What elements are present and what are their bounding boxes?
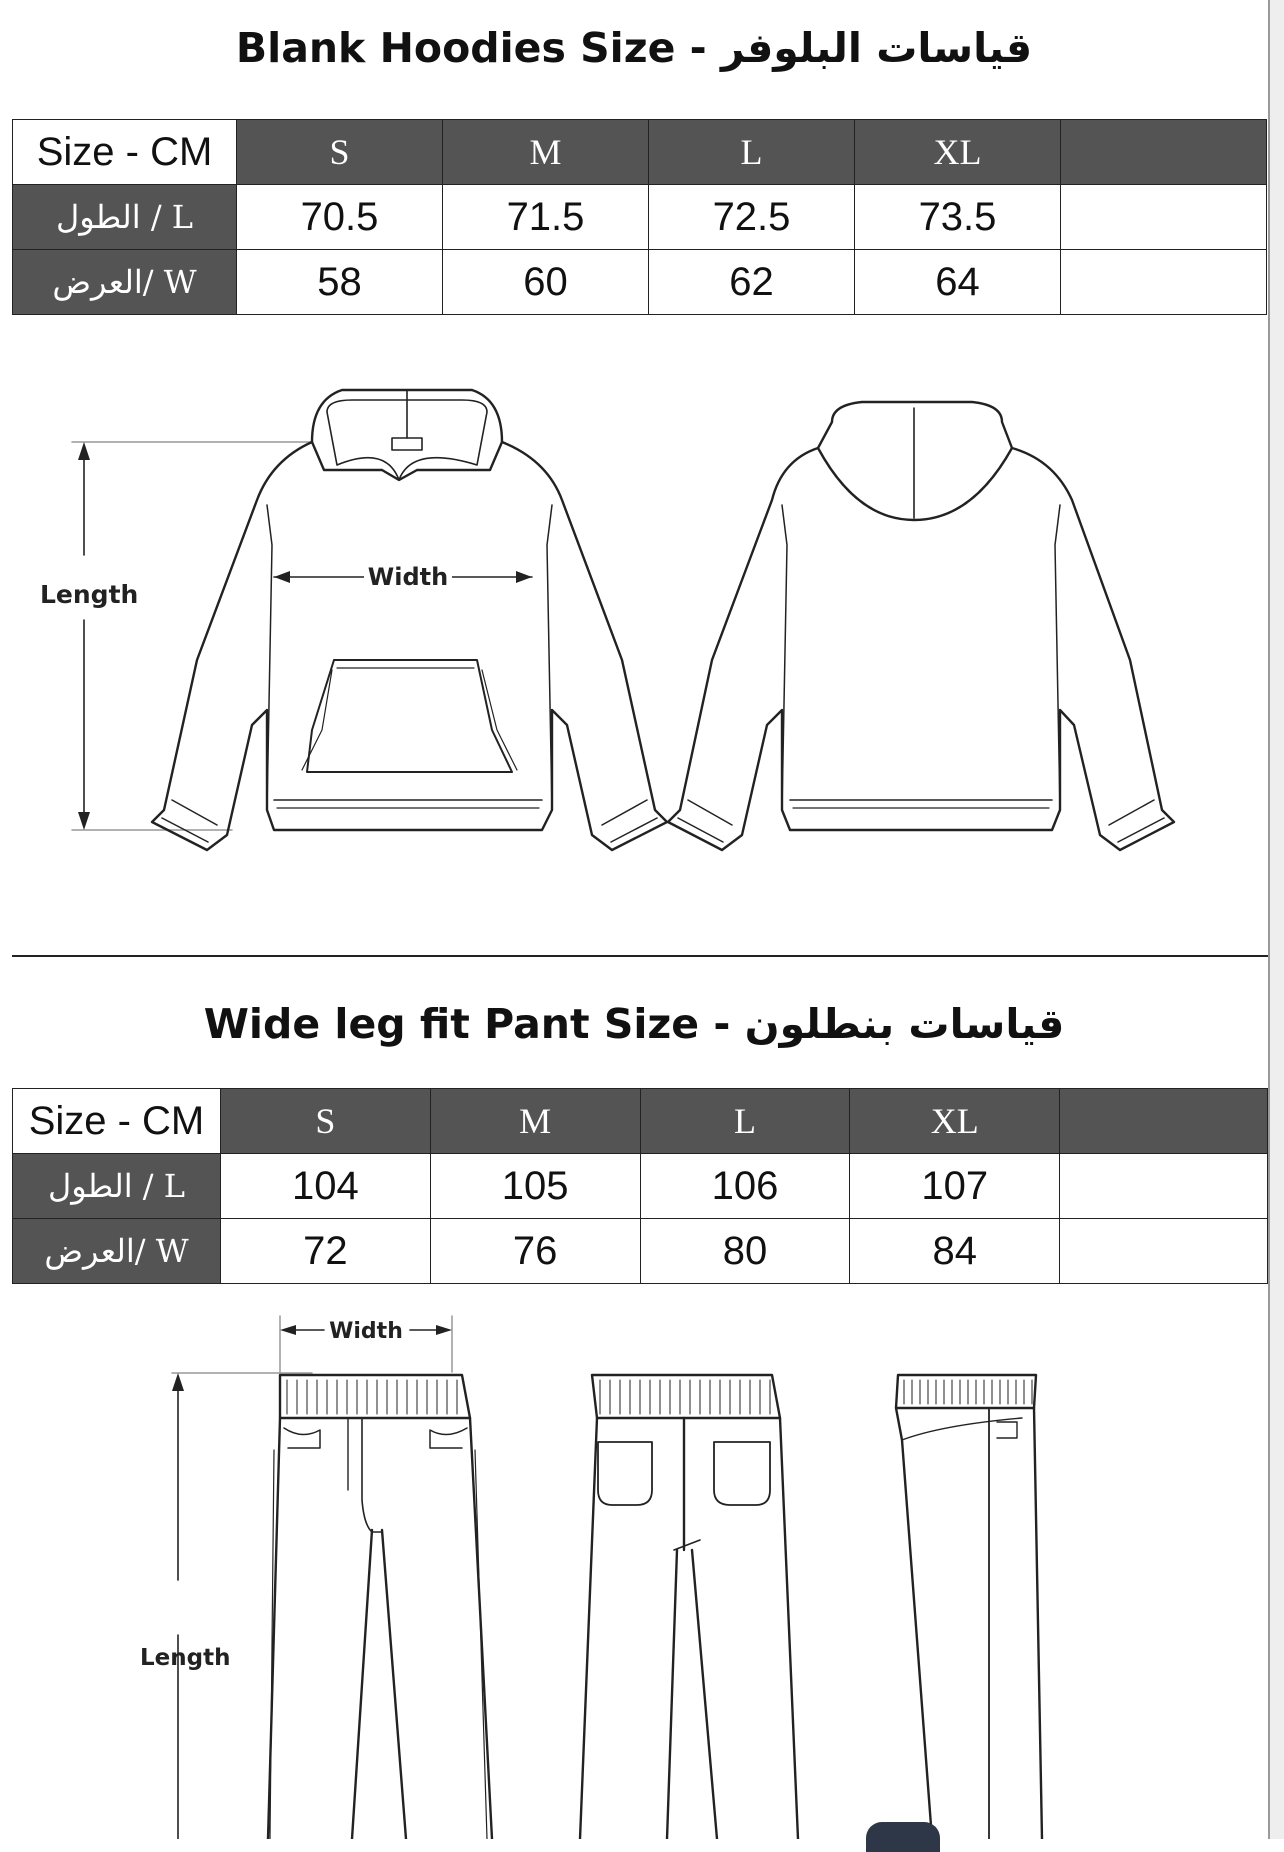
pant-back-drawing xyxy=(580,1375,798,1839)
pant-corner-label: Size - CM xyxy=(13,1089,221,1154)
hoodie-width-s: 58 xyxy=(237,250,443,315)
pant-length-label: L / الطول xyxy=(13,1154,221,1219)
hoodie-header-row xyxy=(13,120,1267,185)
hoodie-width-label: W /العرض xyxy=(13,250,237,315)
hoodie-width-text: Width xyxy=(367,563,449,591)
pant-length-text: Length xyxy=(140,1645,231,1671)
pant-width-row xyxy=(13,1219,1268,1284)
hoodie-width-m: 60 xyxy=(443,250,649,315)
pant-size-xl: XL xyxy=(850,1089,1060,1154)
pant-section-title: Wide leg fit Pant Size - قياسات بنطلون xyxy=(203,1000,1065,1048)
hoodie-width-xl: 64 xyxy=(855,250,1061,315)
pant-header-row xyxy=(13,1089,1268,1154)
pant-size-m: M xyxy=(430,1089,640,1154)
hoodie-corner-label: Size - CM xyxy=(13,120,237,185)
hoodie-illustration xyxy=(12,330,1268,870)
hoodie-section-title: Blank Hoodies Size - قياسات البلوفر xyxy=(235,24,1033,72)
pant-length-row xyxy=(13,1154,1268,1219)
hoodie-length-dimension xyxy=(72,442,312,830)
pant-width-s: 72 xyxy=(220,1219,430,1284)
hoodie-size-m: M xyxy=(443,120,649,185)
pant-illustration xyxy=(12,1300,1268,1839)
hoodie-width-empty-cell xyxy=(1061,250,1267,315)
pant-length-empty-cell xyxy=(1060,1154,1268,1219)
pant-front-drawing xyxy=(268,1375,492,1839)
pant-width-label: W /العرض xyxy=(13,1219,221,1284)
pant-width-xl: 84 xyxy=(850,1219,1060,1284)
hoodie-back-drawing xyxy=(668,402,1174,850)
hoodie-length-text: Length xyxy=(40,580,139,609)
pant-length-xl: 107 xyxy=(850,1154,1060,1219)
hoodie-length-label: L / الطول xyxy=(13,185,237,250)
hoodie-width-l: 62 xyxy=(649,250,855,315)
hoodie-length-l: 72.5 xyxy=(649,185,855,250)
pant-length-dimension xyxy=(172,1373,312,1839)
page-gutter xyxy=(1270,0,1284,1839)
pant-size-table xyxy=(12,1088,1268,1284)
hoodie-size-l: L xyxy=(649,120,855,185)
pant-size-s: S xyxy=(220,1089,430,1154)
hoodie-length-m: 71.5 xyxy=(443,185,649,250)
pant-width-text: Width xyxy=(329,1319,403,1344)
hoodie-size-s: S xyxy=(237,120,443,185)
hoodie-front-drawing xyxy=(152,390,667,850)
hoodie-header-empty-cell xyxy=(1061,120,1267,185)
pant-size-l: L xyxy=(640,1089,850,1154)
hoodie-length-s: 70.5 xyxy=(237,185,443,250)
hoodie-length-empty-cell xyxy=(1061,185,1267,250)
pant-side-drawing xyxy=(896,1375,1042,1839)
pant-width-m: 76 xyxy=(430,1219,640,1284)
overlay-badge xyxy=(866,1822,940,1852)
pant-length-s: 104 xyxy=(220,1154,430,1219)
pant-length-m: 105 xyxy=(430,1154,640,1219)
hoodie-length-row xyxy=(13,185,1267,250)
pant-width-empty-cell xyxy=(1060,1219,1268,1284)
pant-width-l: 80 xyxy=(640,1219,850,1284)
hoodie-size-xl: XL xyxy=(855,120,1061,185)
pant-length-l: 106 xyxy=(640,1154,850,1219)
section-divider xyxy=(12,955,1268,957)
hoodie-size-table xyxy=(12,119,1267,315)
hoodie-length-xl: 73.5 xyxy=(855,185,1061,250)
pant-header-empty-cell xyxy=(1060,1089,1268,1154)
hoodie-width-row xyxy=(13,250,1267,315)
